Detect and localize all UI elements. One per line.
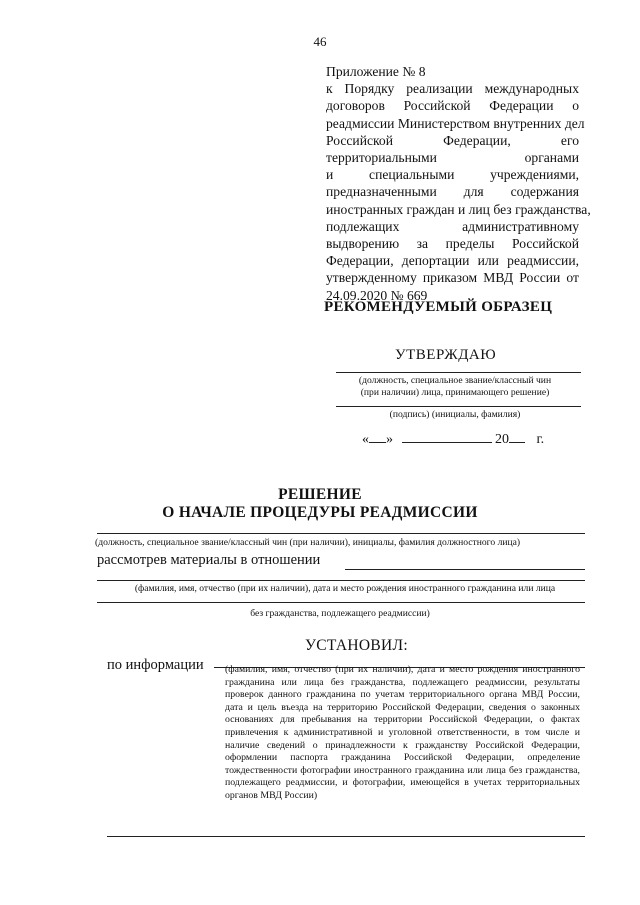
appendix-line: и специальными учреждениями, [326,167,579,183]
date-suffix: г. [536,432,545,447]
caption-line: (должность, специальное звание/классный чин [358,375,552,386]
approval-date [362,432,544,448]
info-caption: (фамилия, имя, отчество (при их наличии), дата и место рождения иностранного гражданина или лица без гражданства, подлежащего реадмиссии, результаты проверок данного гражданина по учетам территориального органа МВД России, дата и цель въезда на территорию Российской Федерации, сведения о законных основаниях для пребывания на территории Российской Федерации, о фактах привлечения к административной и уголовной ответственности, в том числе и наличие сведений о принадлежности к гражданству Российской Федерации, оформлении паспорта гражданина Российской Федерации, определение тождественности фотографии иностранного гражданина или лица без гражданства, подлежащего реадмиссии, и фотографии, имеющейся в учетах территориальных органов МВД России) [225,664,580,801]
reviewed-label: рассмотрев материалы в отношении [97,552,321,568]
date-quote-open: « [362,432,369,447]
person-caption-2: без гражданства, подлежащего реадмиссии) [250,608,430,619]
person-line [97,580,585,581]
appendix-line: иностранных граждан и лиц без гражданства, [326,201,591,217]
appendix-line: предназначенными для содержания [326,184,579,200]
info-label: по информации [107,657,204,673]
appendix-line: подлежащих административному [326,218,579,234]
approve-title: УТВЕРЖДАЮ [395,347,497,363]
reviewed-line [345,569,585,570]
official-line [97,533,585,534]
appendix-line: выдворению за пределы Российской [326,236,579,252]
appendix-line: договоров Российской Федерации о [326,98,579,114]
decision-title: РЕШЕНИЕ [278,486,362,503]
established-heading: УСТАНОВИЛ: [305,637,408,654]
approver-position-line [336,372,581,373]
date-year: 20 [495,432,509,447]
approver-signature-line [336,406,581,407]
decision-subtitle: О НАЧАЛЕ ПРОЦЕДУРЫ РЕАДМИССИИ [162,504,478,521]
person-caption-1: (фамилия, имя, отчество (при их наличии), дата и место рождения иностранного гражданина или лица [134,583,556,594]
info-bottom-line [107,836,585,837]
official-caption: (должность, специальное звание/классный чин (при наличии), инициалы, фамилия должностного лица) [95,537,521,548]
signature-caption: (подпись) (инициалы, фамилия) [389,409,521,420]
caption-line: (при наличии) лица, принимающего решение) [360,387,550,398]
appendix-line: к Порядку реализации международных [326,81,579,97]
appendix-line: Российской Федерации, его [326,132,579,148]
appendix-line: Приложение № 8 [326,64,426,79]
sample-heading: РЕКОМЕНДУЕМЫЙ ОБРАЗЕЦ [324,299,553,315]
person-line-2 [97,602,585,603]
appendix-line: реадмиссии Министерством внутренних дел [326,115,585,131]
appendix-reference [326,63,591,304]
appendix-line: Федерации, депортации или реадмиссии, [326,253,579,269]
date-quote-close: » [386,432,393,447]
appendix-line: утвержденному приказом МВД России от [326,270,579,286]
appendix-line: 24.09.2020 № 669 [326,287,428,303]
appendix-line: территориальными органами [326,150,579,166]
approver-position-caption [320,375,590,399]
page-number: 46 [313,34,327,49]
